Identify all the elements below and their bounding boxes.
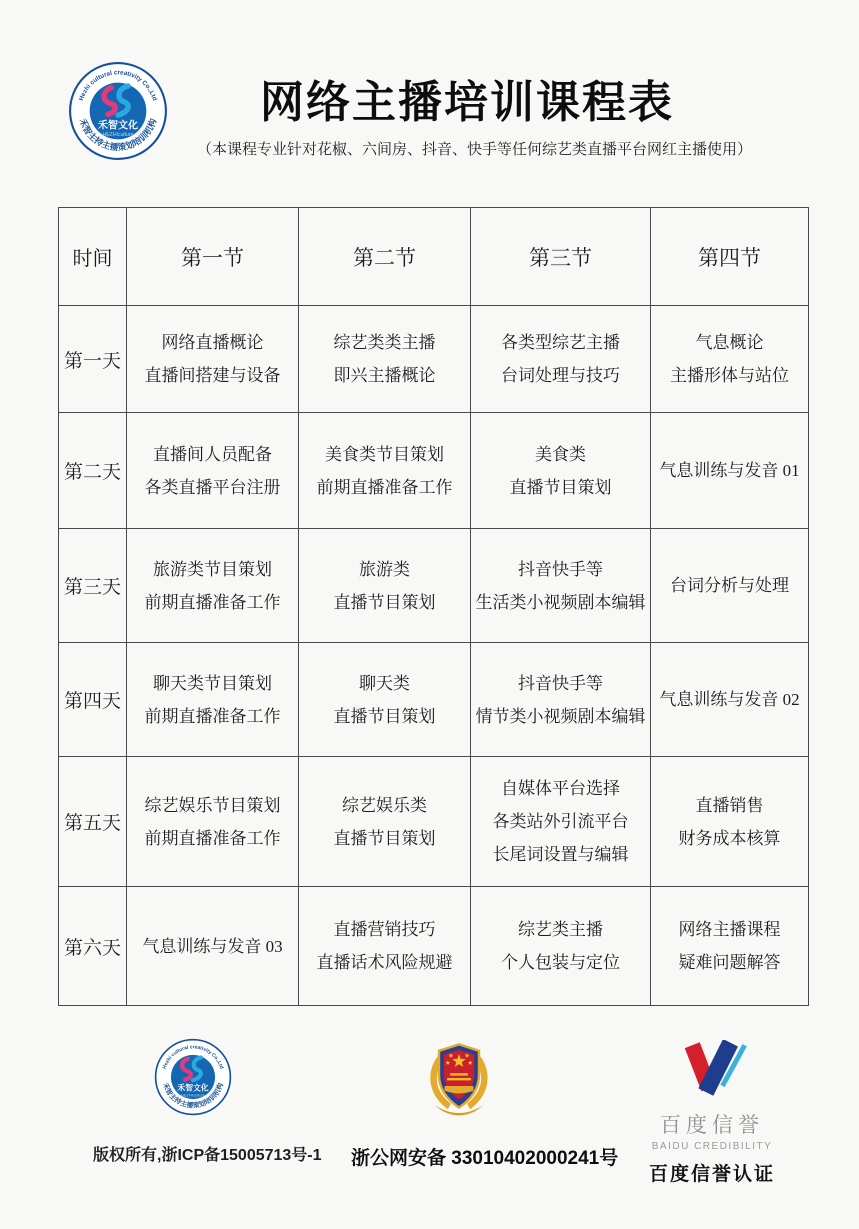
table-row bbox=[59, 887, 809, 1006]
schedule-cell-line: 直播间搭建与设备 bbox=[144, 366, 281, 385]
schedule-cell bbox=[651, 643, 809, 757]
schedule-cell-line: 直播营销技巧 bbox=[333, 920, 436, 939]
schedule-cell-line: 直播节目策划 bbox=[333, 592, 436, 612]
schedule-cell-line: 美食类节目策划 bbox=[325, 444, 444, 464]
schedule-cell-line: 个人包装与定位 bbox=[501, 953, 620, 972]
schedule-cell bbox=[299, 757, 471, 887]
schedule-cell-line: 气息训练与发音 03 bbox=[142, 936, 283, 956]
schedule-cell bbox=[471, 306, 651, 413]
schedule-cell bbox=[651, 306, 809, 413]
day-cell: 第四天 bbox=[59, 643, 127, 757]
schedule-cell-line: 各类型综艺主播 bbox=[501, 333, 620, 352]
schedule-cell-line: 情节类小视频剧本编辑 bbox=[475, 706, 646, 726]
schedule-cell-line: 气息概论 bbox=[695, 333, 764, 352]
schedule-cell-line: 聊天类 bbox=[359, 673, 410, 693]
schedule-cell bbox=[299, 643, 471, 757]
schedule-cell-line: 财务成本核算 bbox=[678, 828, 781, 848]
schedule-cell-line: 前期直播准备工作 bbox=[316, 477, 453, 497]
schedule-cell-line: 即兴主播概论 bbox=[333, 366, 436, 385]
baidu-name-text: 百度信誉 bbox=[660, 1114, 764, 1137]
footer-baidu-block bbox=[612, 1040, 812, 1186]
schedule-cell-line: 聊天类节目策划 bbox=[153, 673, 272, 693]
session-header-cell: 第三节 bbox=[471, 208, 651, 306]
day-cell: 第三天 bbox=[59, 529, 127, 643]
schedule-cell-line: 各类直播平台注册 bbox=[144, 477, 281, 497]
schedule-cell-line: 综艺娱乐类 bbox=[342, 795, 427, 815]
schedule-cell-line: 自媒体平台选择 bbox=[501, 779, 620, 798]
schedule-cell-line: 台词分析与处理 bbox=[670, 576, 789, 595]
schedule-table-head bbox=[59, 208, 809, 306]
day-cell: 第二天 bbox=[59, 413, 127, 529]
time-header-cell: 时间 bbox=[59, 208, 127, 306]
schedule-cell bbox=[471, 529, 651, 643]
schedule-table bbox=[58, 207, 809, 1006]
table-row bbox=[59, 306, 809, 413]
schedule-cell-line: 台词处理与技巧 bbox=[501, 366, 620, 385]
schedule-cell bbox=[299, 306, 471, 413]
schedule-cell-line: 气息训练与发音 01 bbox=[659, 461, 800, 480]
schedule-cell-line: 疑难问题解答 bbox=[678, 953, 781, 972]
schedule-cell-line: 旅游类 bbox=[359, 559, 410, 579]
schedule-cell bbox=[471, 887, 651, 1006]
schedule-cell-line: 前期直播准备工作 bbox=[144, 706, 281, 726]
schedule-cell-line: 抖音快手等 bbox=[518, 673, 603, 693]
schedule-cell-line: 主播形体与站位 bbox=[670, 366, 789, 385]
baidu-cert-text: 百度信誉认证 bbox=[648, 1164, 775, 1185]
page-subtitle: （本课程专业针对花椒、六间房、抖音、快手等任何综艺类直播平台网红主播使用） bbox=[196, 142, 752, 158]
schedule-table-body bbox=[59, 306, 809, 1006]
footer-copyright-block bbox=[93, 1038, 322, 1165]
session-header-cell: 第一节 bbox=[127, 208, 299, 306]
schedule-cell-line: 网络直播概论 bbox=[161, 333, 264, 352]
schedule-cell bbox=[299, 529, 471, 643]
schedule-cell bbox=[299, 887, 471, 1006]
hezhi-logo-icon-small bbox=[154, 1038, 232, 1116]
schedule-cell bbox=[651, 757, 809, 887]
schedule-cell-line: 直播节目策划 bbox=[333, 828, 436, 848]
schedule-cell-line: 直播间人员配备 bbox=[153, 444, 272, 464]
schedule-cell-line: 各类站外引流平台 bbox=[492, 812, 629, 831]
schedule-cell-line: 长尾词设置与编辑 bbox=[492, 845, 629, 864]
schedule-cell-line: 直播销售 bbox=[695, 795, 764, 815]
schedule-cell bbox=[651, 887, 809, 1006]
baidu-credibility-icon bbox=[675, 1040, 749, 1096]
schedule-cell-line: 美食类 bbox=[535, 444, 586, 464]
schedule-cell-line: 直播节目策划 bbox=[509, 477, 612, 497]
schedule-cell-line: 旅游类节目策划 bbox=[153, 559, 272, 579]
table-row bbox=[59, 529, 809, 643]
session-header-cell: 第二节 bbox=[299, 208, 471, 306]
schedule-cell bbox=[127, 643, 299, 757]
schedule-cell bbox=[299, 413, 471, 529]
schedule-cell-line: 前期直播准备工作 bbox=[144, 592, 281, 612]
schedule-cell bbox=[127, 413, 299, 529]
schedule-cell-line: 直播节目策划 bbox=[333, 706, 436, 726]
schedule-cell-line: 综艺类类主播 bbox=[333, 333, 436, 352]
baidu-sub-text: BAIDU CREDIBILITY bbox=[651, 1141, 773, 1152]
schedule-cell-line: 综艺类主播 bbox=[518, 920, 603, 939]
schedule-cell bbox=[471, 757, 651, 887]
table-row bbox=[59, 757, 809, 887]
schedule-cell bbox=[127, 757, 299, 887]
day-cell: 第六天 bbox=[59, 887, 127, 1006]
schedule-cell bbox=[651, 413, 809, 529]
session-header-cell: 第四节 bbox=[651, 208, 809, 306]
schedule-cell-line: 综艺娱乐节目策划 bbox=[144, 795, 281, 815]
schedule-cell bbox=[471, 643, 651, 757]
schedule-cell bbox=[127, 529, 299, 643]
schedule-cell bbox=[651, 529, 809, 643]
day-cell: 第五天 bbox=[59, 757, 127, 887]
schedule-cell-line: 生活类小视频剧本编辑 bbox=[475, 592, 646, 612]
table-row bbox=[59, 413, 809, 529]
copyright-text: 版权所有,浙ICP备15005713号-1 bbox=[93, 1147, 322, 1164]
page-title: 网络主播培训课程表 bbox=[260, 78, 674, 127]
footer-police-block bbox=[351, 1038, 619, 1170]
header-row bbox=[59, 208, 809, 306]
schedule-cell bbox=[471, 413, 651, 529]
table-row bbox=[59, 643, 809, 757]
schedule-cell-line: 网络主播课程 bbox=[678, 920, 781, 939]
day-cell: 第一天 bbox=[59, 306, 127, 413]
schedule-cell-line: 抖音快手等 bbox=[518, 559, 603, 579]
schedule-cell-line: 前期直播准备工作 bbox=[144, 828, 281, 848]
police-filing-text: 浙公网安备 33010402000241号 bbox=[351, 1148, 619, 1169]
schedule-cell bbox=[127, 887, 299, 1006]
schedule-cell-line: 气息训练与发音 02 bbox=[659, 690, 800, 709]
police-badge-icon bbox=[419, 1038, 499, 1118]
schedule-cell bbox=[127, 306, 299, 413]
schedule-cell-line: 直播话术风险规避 bbox=[316, 953, 453, 972]
